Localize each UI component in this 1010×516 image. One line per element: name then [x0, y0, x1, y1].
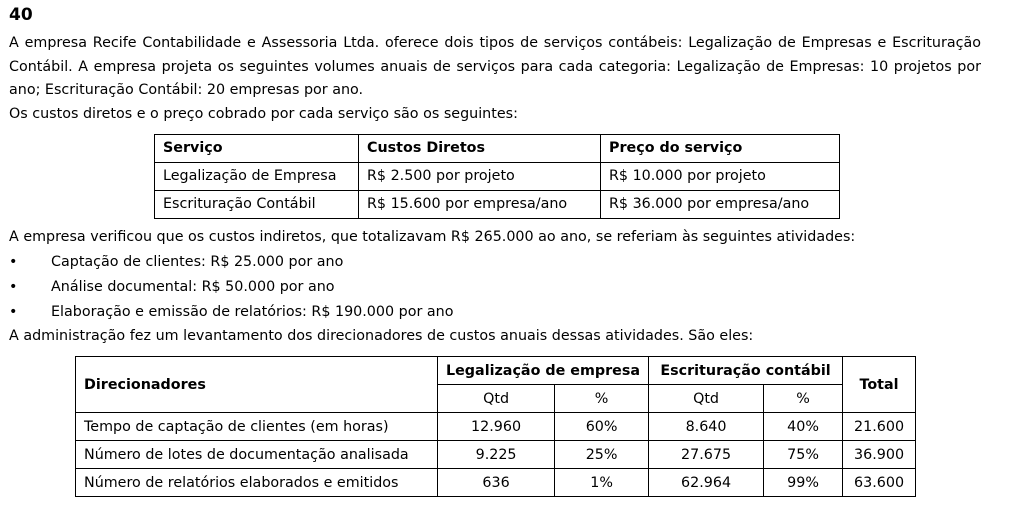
header-escrituracao: Escrituração contábil	[649, 357, 843, 385]
cell-escr-pct: 40%	[764, 413, 843, 441]
bullet-icon: •	[9, 303, 18, 320]
header-direct-costs: Custos Diretos	[359, 135, 601, 163]
cell-legal-qtd: 12.960	[438, 413, 555, 441]
cell-total: 36.900	[843, 441, 916, 469]
activity-text: Elaboração e emissão de relatórios: R$ 190.000 por ano	[51, 303, 454, 320]
cell-service: Escrituração Contábil	[155, 191, 359, 219]
subheader-pct: %	[555, 385, 649, 413]
list-item	[9, 250, 981, 275]
activity-text: Análise documental: R$ 50.000 por ano	[51, 278, 335, 295]
cell-total: 21.600	[843, 413, 916, 441]
cell-price: R$ 36.000 por empresa/ano	[601, 191, 840, 219]
drivers-intro: A administração fez um levantamento dos direcionadores de custos anuais dessas atividades. São eles:	[9, 327, 754, 344]
header-service: Serviço	[155, 135, 359, 163]
cell-legal-pct: 60%	[555, 413, 649, 441]
bullet-icon: •	[9, 278, 18, 295]
drivers-table-header	[76, 357, 916, 385]
cell-direct-costs: R$ 2.500 por projeto	[359, 163, 601, 191]
table-row	[155, 191, 840, 219]
cell-escr-pct: 99%	[764, 469, 843, 497]
list-item	[9, 300, 981, 325]
cell-escr-pct: 75%	[764, 441, 843, 469]
table-row	[155, 163, 840, 191]
cell-driver: Tempo de captação de clientes (em horas)	[76, 413, 438, 441]
subheader-pct: %	[764, 385, 843, 413]
cell-driver: Número de lotes de documentação analisada	[76, 441, 438, 469]
costs-intro: Os custos diretos e o preço cobrado por cada serviço são os seguintes:	[9, 105, 518, 122]
table-row	[76, 413, 916, 441]
header-total: Total	[843, 357, 916, 413]
cell-escr-qtd: 8.640	[649, 413, 764, 441]
header-drivers: Direcionadores	[76, 357, 438, 413]
cell-driver: Número de relatórios elaborados e emitidos	[76, 469, 438, 497]
services-table-header	[155, 135, 840, 163]
cell-escr-qtd: 27.675	[649, 441, 764, 469]
cell-escr-qtd: 62.964	[649, 469, 764, 497]
cell-legal-qtd: 9.225	[438, 441, 555, 469]
cell-service: Legalização de Empresa	[155, 163, 359, 191]
subheader-qtd: Qtd	[438, 385, 555, 413]
header-price: Preço do serviço	[601, 135, 840, 163]
cell-legal-pct: 1%	[555, 469, 649, 497]
intro-paragraph: A empresa Recife Contabilidade e Assessoria Ltda. oferece dois tipos de serviços contábeis: Legalização de Empresas e Escrituração Contábil. A empresa projeta os seguintes volumes anuais de serviços para cada categoria: Legalização de Empresas: 10 projetos por ano; Escrituração Contábil: 20 empresas por ano.	[9, 35, 981, 98]
indirect-costs-intro: A empresa verificou que os custos indiretos, que totalizavam R$ 265.000 ao ano, se referiam às seguintes atividades:	[9, 229, 856, 245]
list-item	[9, 275, 981, 300]
activities-list	[9, 250, 981, 325]
header-legalizacao: Legalização de empresa	[438, 357, 649, 385]
cell-legal-pct: 25%	[555, 441, 649, 469]
drivers-table	[75, 356, 916, 497]
bullet-icon: •	[9, 253, 18, 270]
question-page	[9, 0, 981, 497]
table-row	[76, 441, 916, 469]
activity-text: Captação de clientes: R$ 25.000 por ano	[51, 253, 344, 270]
services-table	[154, 134, 840, 219]
cell-total: 63.600	[843, 469, 916, 497]
question-number: 40	[9, 5, 33, 25]
cell-direct-costs: R$ 15.600 por empresa/ano	[359, 191, 601, 219]
cell-price: R$ 10.000 por projeto	[601, 163, 840, 191]
cell-legal-qtd: 636	[438, 469, 555, 497]
table-row	[76, 469, 916, 497]
subheader-qtd: Qtd	[649, 385, 764, 413]
